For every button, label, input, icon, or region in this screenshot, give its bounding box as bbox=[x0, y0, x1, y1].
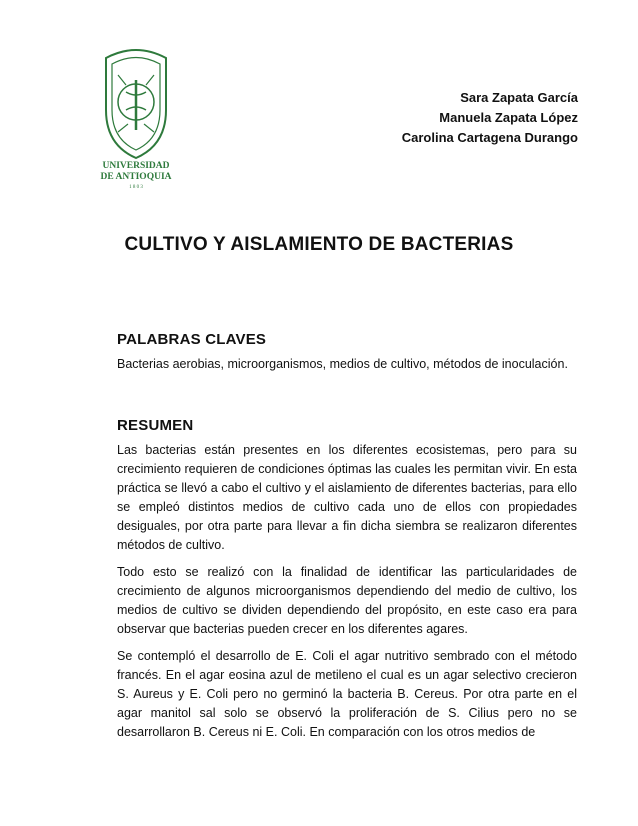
abstract-section bbox=[117, 416, 577, 742]
logo-line2: DE ANTIOQUIA bbox=[100, 172, 172, 182]
abstract-paragraph: Las bacterias están presentes en los diferentes ecosistemas, pero para su crecimiento requieren de condiciones óptimas las cuales les permitan vivir. En esta práctica se llevó a cabo el cultivo y el aislamiento de diferentes bacterias, para ello se empleó distintos medios de cultivo cada uno de ellos con propiedades desiguales, por otra parte para llevar a fin dicha siembra se realizaron diferentes métodos de cultivo. bbox=[117, 443, 577, 552]
document-body bbox=[117, 330, 577, 750]
author-name: Sara Zapata García bbox=[460, 90, 578, 105]
university-logo bbox=[96, 40, 176, 190]
keywords-text: Bacterias aerobias, microorganismos, medios de cultivo, métodos de inoculación. bbox=[117, 357, 568, 371]
author-name: Carolina Cartagena Durango bbox=[401, 130, 578, 145]
logo-year: 1 8 0 3 bbox=[129, 185, 143, 190]
university-seal-icon bbox=[96, 40, 176, 190]
abstract-heading: RESUMEN bbox=[117, 417, 194, 434]
author-list bbox=[402, 88, 578, 148]
keywords-section bbox=[117, 330, 577, 374]
document-title: CULTIVO Y AISLAMIENTO DE BACTERIAS bbox=[124, 234, 514, 255]
abstract-paragraph: Se contempló el desarrollo de E. Coli el agar nutritivo sembrado con el método francés. En el agar eosina azul de metileno el cual es un agar selectivo crecieron S. Aureus y E. Coli pero no germinó la bacteria B. Cereus. Por otra parte en el agar manitol sal solo se observó la proliferación de S. Cilius pero no se desarrollaron B. Cereus ni E. Coli. En comparación con los otros medios de bbox=[117, 649, 577, 739]
logo-line1: UNIVERSIDAD bbox=[102, 161, 170, 171]
keywords-heading: PALABRAS CLAVES bbox=[117, 331, 267, 348]
author-name: Manuela Zapata López bbox=[439, 110, 578, 125]
abstract-paragraph: Todo esto se realizó con la finalidad de identificar las particularidades de crecimiento de algunos microorganismos dependiendo del medio de cultivo, los medios de cultivo se dividen dependiendo del propósito, en este caso era para observar que bacterias pueden crecer en los diferentes agares. bbox=[117, 565, 577, 636]
